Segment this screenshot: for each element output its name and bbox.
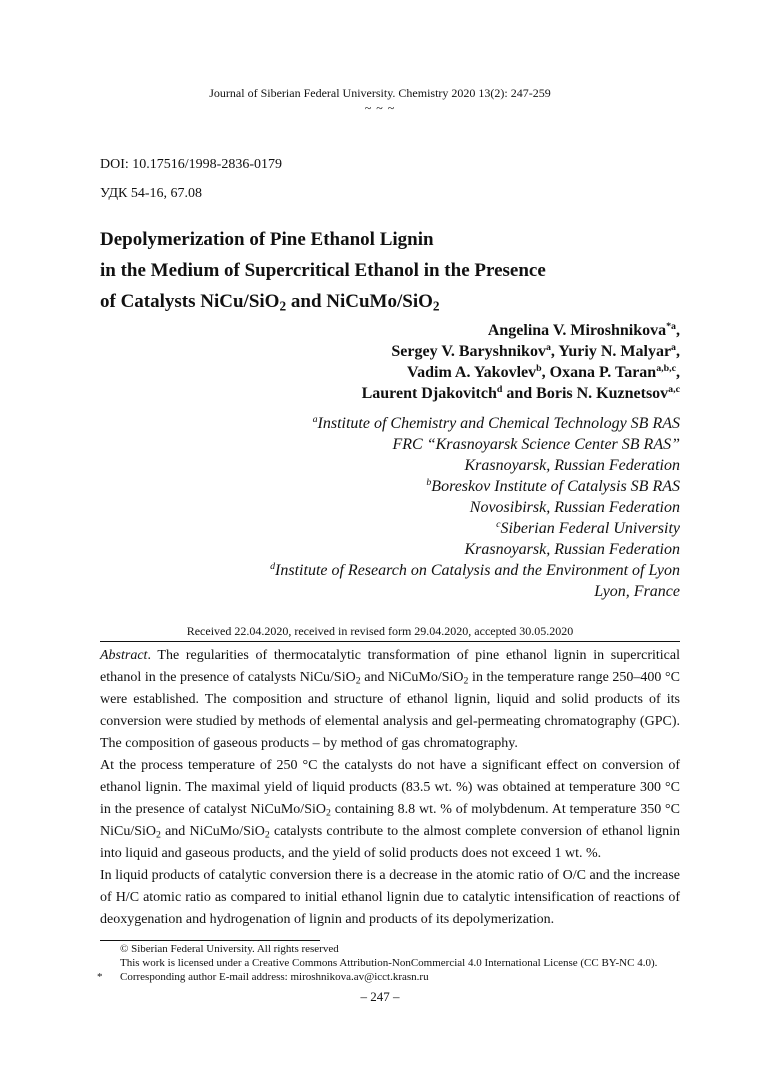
affiliation-a: $^a$Institute of Chemistry and Chemical Technology SB RAS xyxy=(312,414,680,432)
abstract-paragraph-2: At the process temperature of 250 °C the catalysts do not have a significant effect on conversion of ethanol lignin. The maximal yield of liquid products (83.5 wt. %) was obtained at temperature 300 °C in the presence of catalyst NiCuMo/SiO$_2$ containing 8.8 wt. % of molybdenum. At temperature 350 °C NiCu/SiO$_2$ and NiCuMo/SiO$_2$ catalysts contribute to the almost complete conversion of ethanol lignin into liquid and gaseous products, and the yield of solid products does not exceed 1 wt. %. xyxy=(100,758,680,861)
affiliation-d-line-2: Lyon, France xyxy=(594,583,680,600)
affiliation-b: $^b$Boreskov Institute of Catalysis SB RAS xyxy=(426,477,680,495)
page-number: – 247 – xyxy=(360,989,400,1004)
journal-header: Journal of Siberian Federal University. Chemistry 2020 13(2): 247-259 xyxy=(209,86,551,100)
abstract-divider xyxy=(100,641,680,642)
udk-code: УДК 54-16, 67.08 xyxy=(100,186,203,201)
footnote-divider xyxy=(100,940,320,941)
affiliation-b-line-2: Novosibirsk, Russian Federation xyxy=(469,499,680,516)
footnotes xyxy=(97,942,690,984)
title-line-2: in the Medium of Supercritical Ethanol in the Presence xyxy=(100,260,546,281)
affiliation-c-line-2: Krasnoyarsk, Russian Federation xyxy=(464,541,680,558)
affiliation-d: $^d$Institute of Research on Catalysis and the Environment of Lyon xyxy=(270,561,680,579)
author-line-2: Sergey V. Baryshnikov$^a$, Yuriy N. Malyar$^a$, xyxy=(391,342,680,360)
abstract-label: Abstract xyxy=(100,648,148,663)
abstract-paragraph-1: Abstract. The regularities of thermocatalytic transformation of pine ethanol lignin in supercritical ethanol in the presence of catalysts NiCu/SiO$_2$ and NiCuMo/SiO$_2$ in the temperature range 250–400 °C were established. The composition and structure of ethanol lignin, liquid and solid products of its conversion were studied by methods of elemental analysis and gel-permeating chromatography (GPC). The composition of gaseous products – by method of gas chromatography. xyxy=(100,648,680,751)
author-list xyxy=(362,320,680,404)
received-dates: Received 22.04.2020, received in revised form 29.04.2020, accepted 30.05.2020 xyxy=(186,624,574,638)
title-line-1: Depolymerization of Pine Ethanol Lignin xyxy=(100,229,434,250)
article-title xyxy=(100,224,660,317)
author-line-4: Laurent Djakovitch$^d$ and Boris N. Kuznetsov$^{a,c}$ xyxy=(361,384,680,402)
header-ornament: ~ ~ ~ xyxy=(364,101,396,115)
abstract xyxy=(100,645,680,931)
author-line-3: Vadim A. Yakovlev$^b$, Oxana P. Taran$^{a,b,c}$, xyxy=(407,363,680,381)
affiliation-c: $^c$Siberian Federal University xyxy=(496,519,680,537)
affiliation-a-line-2: FRC “Krasnoyarsk Science Center SB RAS” xyxy=(392,436,680,453)
affiliation-a-line-3: Krasnoyarsk, Russian Federation xyxy=(464,457,680,474)
license-footnote: This work is licensed under a Creative Commons Attribution-NonCommercial 4.0 International License (CC BY-NC 4.0). xyxy=(120,957,658,969)
corresponding-author-footnote: * Corresponding author E-mail address: miroshnikova.av@icct.krasn.ru xyxy=(97,971,429,983)
copyright-footnote: © Siberian Federal University. All rights reserved xyxy=(120,943,339,955)
author-line-1: Angelina V. Miroshnikova$^{*a}$, xyxy=(487,321,680,339)
abstract-paragraph-3: In liquid products of catalytic conversion there is a decrease in the atomic ratio of O/C and the increase of H/C atomic ratio as compared to initial ethanol lignin due to catalytic intensification of reactions of deoxygenation and hydrogenation of lignin and products of its depolymerization. xyxy=(100,868,680,927)
title-line-3: of Catalysts NiCu/SiO$_2$ and NiCuMo/SiO$_2$ xyxy=(100,291,440,314)
affiliation-list xyxy=(270,413,680,602)
doi: DOI: 10.17516/1998-2836-0179 xyxy=(100,157,282,172)
